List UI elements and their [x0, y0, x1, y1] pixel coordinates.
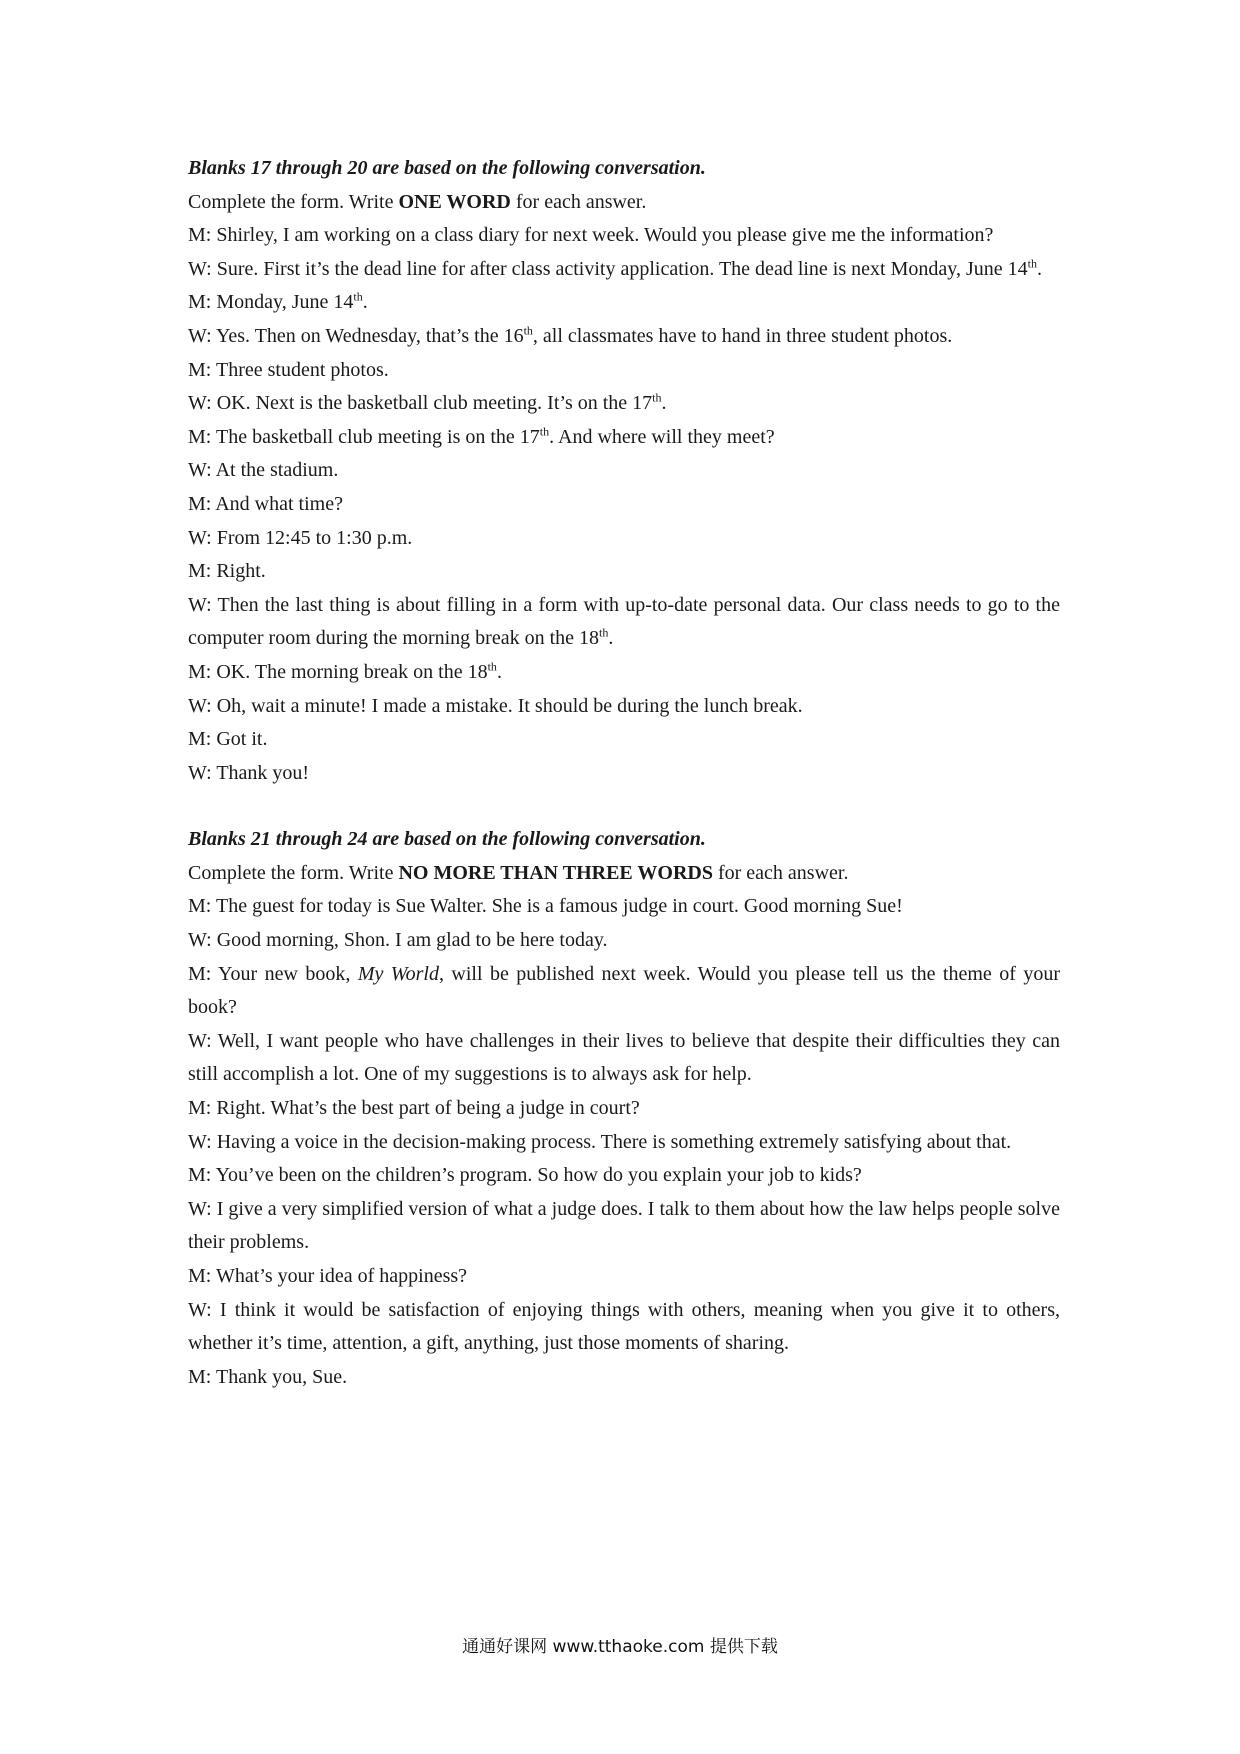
dialogue-line: [188, 421, 1060, 455]
dialogue-line: [188, 354, 1060, 388]
dialogue-text: M: Your new book,: [188, 962, 358, 985]
instruction-text: Complete the form. Write: [188, 861, 399, 884]
dialogue-line: [188, 488, 1060, 522]
section-heading: Blanks 17 through 20 are based on the following conversation.: [188, 157, 706, 179]
dialogue-line: W: Good morning, Shon. I am glad to be here today.: [188, 929, 608, 952]
document-page: [188, 152, 1060, 1394]
dialogue-text: .: [1036, 257, 1042, 280]
dialogue-text: W: At the stadium.: [188, 459, 339, 482]
dialogue-line: [188, 253, 1060, 287]
dialogue-line: W: I give a very simplified version of what a judge does. I talk to them about how the law helps people solve their problems.: [188, 1197, 1060, 1254]
conversation-section-1: [188, 152, 1060, 790]
dialogue-text: M: Monday, June 14: [188, 291, 354, 314]
dialogue-line: [188, 387, 1060, 421]
dialogue-line: [188, 958, 1060, 1025]
dialogue-text: M: And what time?: [188, 492, 343, 515]
dialogue-line: W: I think it would be satisfaction of enjoying things with others, meaning when you give it to others, whether it’s time, attention, a gift, anything, just those moments of sharing.: [188, 1298, 1060, 1355]
dialogue-line: [188, 757, 1060, 791]
dialogue-line: M: Thank you, Sue.: [188, 1365, 348, 1388]
ordinal-suffix: th: [652, 390, 662, 405]
dialogue-line: [188, 690, 1060, 724]
dialogue-text: .: [496, 660, 502, 683]
dialogue-line: M: What’s your idea of happiness?: [188, 1265, 468, 1287]
ordinal-suffix: th: [599, 625, 609, 640]
dialogue-text: .: [608, 627, 614, 650]
dialogue-line: [188, 723, 1060, 757]
dialogue-text: W: OK. Next is the basketball club meeting. It’s on the 17: [188, 392, 653, 415]
dialogue-text: .: [362, 291, 368, 314]
dialogue-text: W: Sure. First it’s the dead line for after class activity application. The dead line is next Monday, June 14: [188, 257, 1028, 280]
dialogue-text: M: The basketball club meeting is on the 17: [188, 425, 540, 448]
dialogue-line: M: You’ve been on the children’s program. So how do you explain your job to kids?: [188, 1164, 862, 1187]
dialogue-text: W: Thank you!: [188, 761, 310, 784]
dialogue-text: .: [661, 392, 667, 415]
dialogue-text: M: Shirley, I am working on a class diary for next week. Would you please give me the information?: [188, 224, 994, 247]
book-title: My World: [357, 962, 439, 985]
ordinal-suffix: th: [539, 424, 550, 439]
dialogue-text: M: Three student photos.: [188, 358, 389, 381]
dialogue-line: M: The guest for today is Sue Walter. She is a famous judge in court. Good morning Sue!: [188, 895, 903, 918]
dialogue-text: W: Then the last thing is about filling in a form with up-to-date personal data. Our class needs to go to the computer room during the morning break on the 18: [188, 593, 1060, 650]
dialogue-line: [188, 522, 1060, 556]
dialogue-line: M: Right. What’s the best part of being a judge in court?: [188, 1097, 640, 1120]
ordinal-suffix: th: [487, 659, 497, 674]
dialogue-line: [188, 656, 1060, 690]
dialogue-line: [188, 454, 1060, 488]
conversation-section-2: [188, 823, 1060, 1394]
dialogue-text: . And where will they meet?: [549, 425, 775, 448]
dialogue-text: M: OK. The morning break on the 18: [188, 660, 488, 683]
instruction-text: for each answer.: [712, 861, 849, 884]
ordinal-suffix: th: [353, 289, 363, 304]
instruction-emphasis: ONE WORD: [398, 190, 511, 213]
dialogue-line: [188, 286, 1060, 320]
dialogue-text: M: Got it.: [188, 728, 268, 751]
dialogue-text: W: From 12:45 to 1:30 p.m.: [188, 526, 413, 549]
dialogue-line: [188, 320, 1060, 354]
instruction-emphasis: NO MORE THAN THREE WORDS: [398, 861, 713, 884]
dialogue-text: W: Yes. Then on Wednesday, that’s the 16: [188, 324, 524, 347]
dialogue-line: W: Having a voice in the decision-making process. There is something extremely satisfying about that.: [188, 1130, 1012, 1153]
ordinal-suffix: th: [1027, 256, 1037, 271]
dialogue-line: W: Well, I want people who have challenges in their lives to believe that despite their difficulties they can still accomplish a lot. One of my suggestions is to always ask for help.: [188, 1029, 1060, 1086]
ordinal-suffix: th: [523, 323, 533, 338]
dialogue-text: , will be published next week. Would you please tell us the theme of your book?: [188, 962, 1060, 1019]
page-footer: 通通好课网 www.tthaoke.com 提供下载: [462, 1637, 778, 1657]
instruction-text: for each answer.: [510, 190, 647, 213]
dialogue-line: [188, 219, 1060, 253]
dialogue-text: M: Right.: [188, 560, 266, 583]
dialogue-text: W: Oh, wait a minute! I made a mistake. It should be during the lunch break.: [188, 694, 803, 717]
instruction-text: Complete the form. Write: [188, 190, 399, 213]
instruction: [188, 186, 1060, 220]
dialogue-line: [188, 555, 1060, 589]
section-spacer: [188, 790, 1060, 823]
dialogue-text: , all classmates have to hand in three student photos.: [532, 324, 953, 347]
section-heading: Blanks 21 through 24 are based on the following conversation.: [188, 828, 706, 851]
dialogue-line: [188, 589, 1060, 656]
instruction: [188, 857, 1060, 891]
